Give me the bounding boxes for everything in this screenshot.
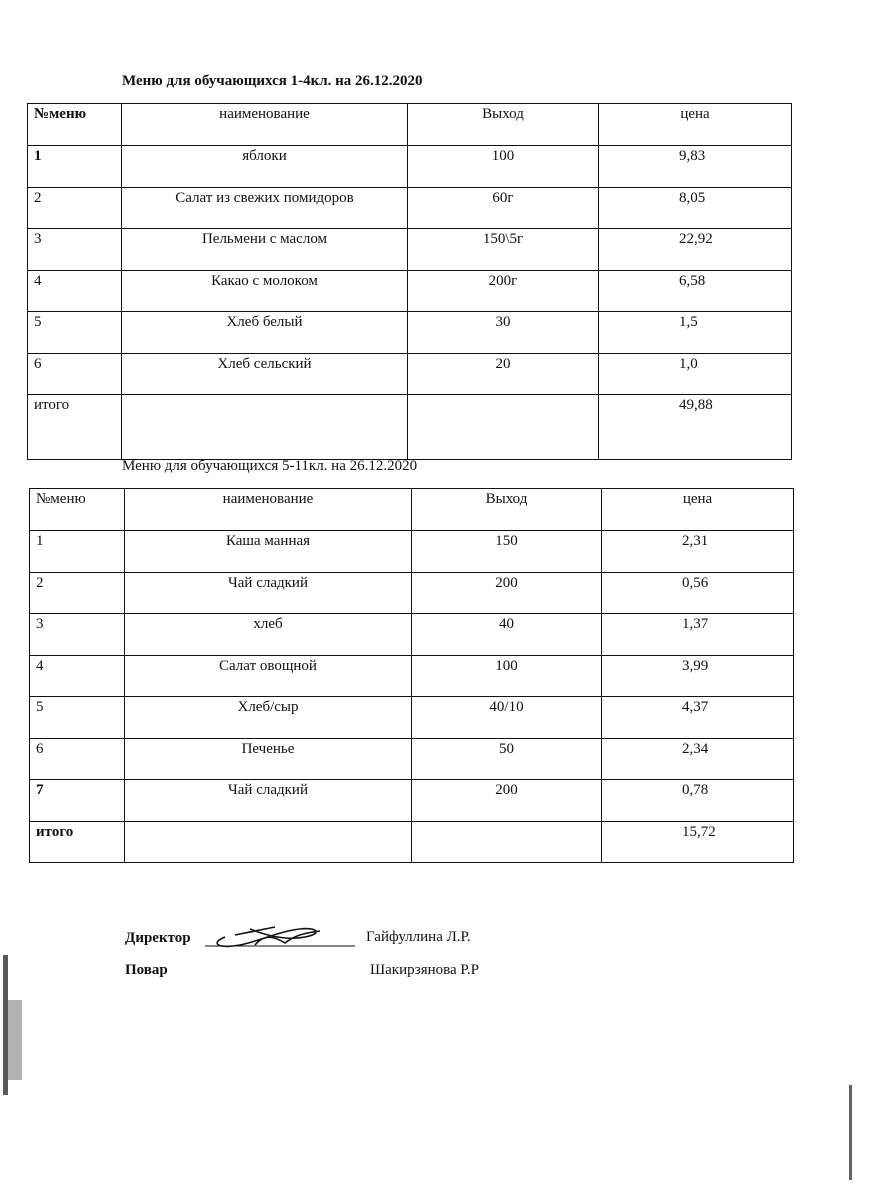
column-header: Выход (412, 489, 602, 531)
cell-name: Чай сладкий (125, 572, 412, 614)
signature-scribble (205, 915, 355, 955)
cell-out: 200г (408, 270, 599, 312)
scan-edge-left-shadow (8, 1000, 22, 1080)
cell-num: 7 (30, 780, 125, 822)
menu2-title: Меню для обучающихся 5-11кл. на 26.12.2020 (122, 458, 418, 474)
total-row (28, 395, 792, 460)
cell-name: Салат овощной (125, 655, 412, 697)
column-header: №меню (28, 104, 122, 146)
cell-num: 4 (30, 655, 125, 697)
cell-num: 6 (30, 738, 125, 780)
cell-num: 1 (28, 146, 122, 188)
cell-price: 22,92 (599, 229, 792, 271)
menu1-title: Меню для обучающихся 1-4кл. на 26.12.2020 (122, 73, 423, 89)
director-label: Директор (125, 930, 191, 946)
cell-name: Какао с молоком (122, 270, 408, 312)
cell-price: 2,34 (602, 738, 794, 780)
table-row (28, 353, 792, 395)
empty-cell (412, 821, 602, 862)
cell-out: 150\5г (408, 229, 599, 271)
cell-out: 100 (412, 655, 602, 697)
total-value: 49,88 (599, 395, 792, 460)
table-row (30, 572, 794, 614)
cell-price: 8,05 (599, 187, 792, 229)
total-label: итого (28, 395, 122, 460)
table-row (30, 780, 794, 822)
total-label: итого (30, 821, 125, 862)
cell-name: хлеб (125, 614, 412, 656)
table-row (30, 614, 794, 656)
empty-cell (125, 821, 412, 862)
cell-name: Хлеб/сыр (125, 697, 412, 739)
column-header: наименование (125, 489, 412, 531)
cell-name: Хлеб сельский (122, 353, 408, 395)
column-header: Выход (408, 104, 599, 146)
cell-num: 3 (30, 614, 125, 656)
total-row (30, 821, 794, 862)
cell-price: 9,83 (599, 146, 792, 188)
header-row (30, 489, 794, 531)
cell-num: 2 (30, 572, 125, 614)
scan-edge-right (849, 1085, 852, 1180)
cell-name: яблоки (122, 146, 408, 188)
cell-price: 4,37 (602, 697, 794, 739)
cook-label: Повар (125, 962, 168, 978)
cell-name: Хлеб белый (122, 312, 408, 354)
cell-out: 40 (412, 614, 602, 656)
table-row (28, 187, 792, 229)
cell-name: Печенье (125, 738, 412, 780)
cell-price: 2,31 (602, 531, 794, 573)
empty-cell (408, 395, 599, 460)
cell-price: 6,58 (599, 270, 792, 312)
table-row (28, 312, 792, 354)
cell-num: 1 (30, 531, 125, 573)
column-header: цена (602, 489, 794, 531)
cell-out: 100 (408, 146, 599, 188)
table-row (30, 531, 794, 573)
cell-out: 200 (412, 780, 602, 822)
cell-price: 0,56 (602, 572, 794, 614)
cell-out: 40/10 (412, 697, 602, 739)
menu2-table (29, 488, 794, 863)
total-value: 15,72 (602, 821, 794, 862)
header-row (28, 104, 792, 146)
cell-num: 6 (28, 353, 122, 395)
column-header: №меню (30, 489, 125, 531)
table-row (30, 738, 794, 780)
cell-name: Каша манная (125, 531, 412, 573)
table-row (28, 229, 792, 271)
director-name: Гайфуллина Л.Р. (366, 929, 471, 945)
cell-num: 3 (28, 229, 122, 271)
cell-out: 50 (412, 738, 602, 780)
cell-price: 3,99 (602, 655, 794, 697)
cell-out: 30 (408, 312, 599, 354)
cell-price: 1,5 (599, 312, 792, 354)
cell-name: Салат из свежих помидоров (122, 187, 408, 229)
cook-name: Шакирзянова Р.Р (370, 962, 479, 978)
column-header: наименование (122, 104, 408, 146)
cell-out: 20 (408, 353, 599, 395)
cell-num: 5 (30, 697, 125, 739)
cell-num: 4 (28, 270, 122, 312)
column-header: цена (599, 104, 792, 146)
table-row (28, 146, 792, 188)
table-row (28, 270, 792, 312)
cell-out: 200 (412, 572, 602, 614)
cell-num: 5 (28, 312, 122, 354)
cell-price: 1,37 (602, 614, 794, 656)
cell-name: Пельмени с маслом (122, 229, 408, 271)
table-row (30, 655, 794, 697)
cell-price: 0,78 (602, 780, 794, 822)
cell-num: 2 (28, 187, 122, 229)
director-signature (205, 915, 355, 955)
cell-out: 150 (412, 531, 602, 573)
cell-out: 60г (408, 187, 599, 229)
cell-price: 1,0 (599, 353, 792, 395)
menu1-table (27, 103, 792, 460)
empty-cell (122, 395, 408, 460)
cell-name: Чай сладкий (125, 780, 412, 822)
table-row (30, 697, 794, 739)
